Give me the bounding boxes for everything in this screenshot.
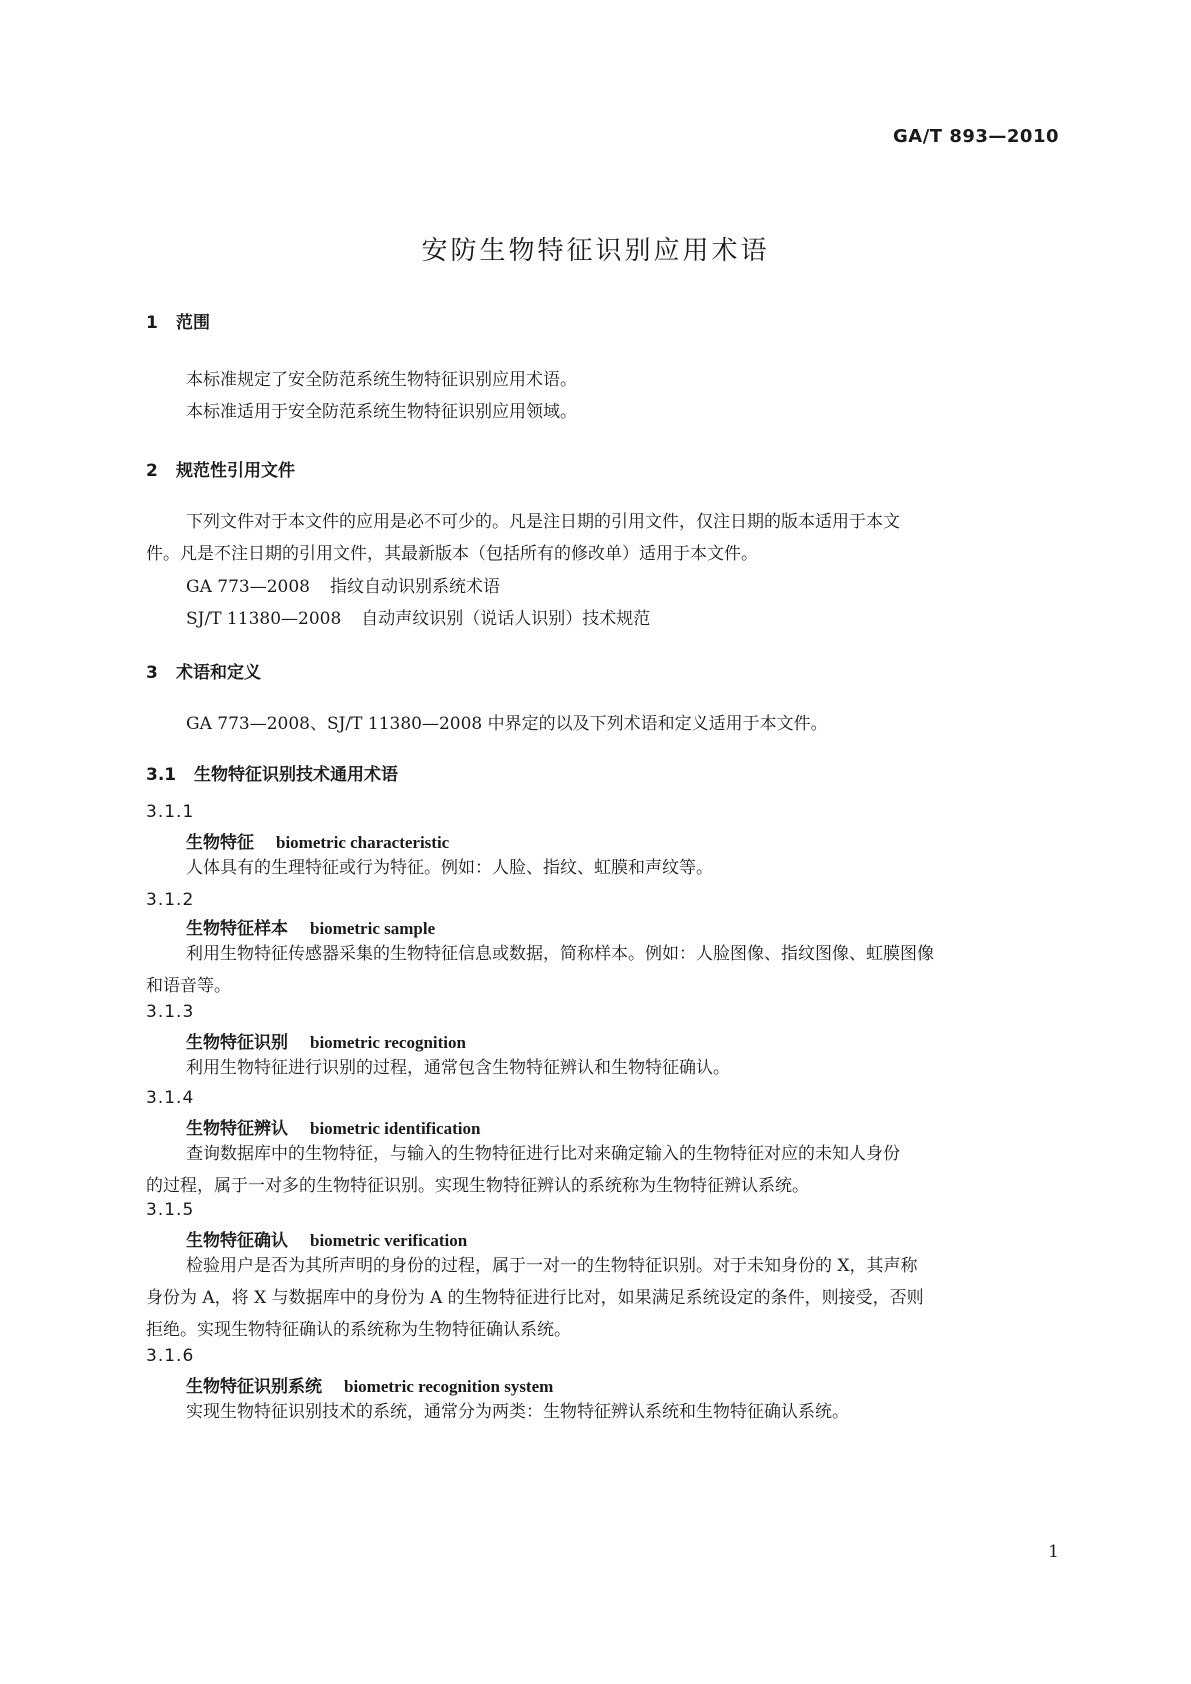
section-paragraph [146, 506, 1070, 570]
section-title: 规范性引用文件 [176, 461, 295, 481]
section-heading [146, 308, 210, 333]
term-english: biometric sample [310, 919, 436, 938]
term-chinese: 生物特征 [186, 833, 254, 853]
reference-item [186, 604, 650, 629]
term-definition [146, 1250, 1070, 1346]
term-english: biometric recognition [310, 1033, 466, 1052]
reference-title: 指纹自动识别系统术语 [329, 577, 500, 597]
definition-line: 检验用户是否为其所声明的身份的过程，属于一对一的生物特征识别。对于未知身份的 X，其声称 [186, 1256, 918, 1276]
term-entry [186, 1372, 553, 1397]
definition-line: 身份为 A，将 X 与数据库中的身份为 A 的生物特征进行比对，如果满足系统设定的条件，则接受，否则 [146, 1288, 924, 1308]
page-number: 1 [1048, 1542, 1059, 1562]
term-chinese: 生物特征样本 [186, 919, 288, 939]
reference-code: GA 773—2008 [186, 577, 310, 597]
term-number: 3.1.3 [146, 1002, 195, 1022]
paragraph-line: GA 773—2008、SJ/T 11380—2008 中界定的以及下列术语和定义适用于本文件。 [186, 714, 828, 734]
definition-line: 利用生物特征进行识别的过程，通常包含生物特征辨认和生物特征确认。 [186, 1058, 730, 1078]
paragraph-line: 本标准适用于安全防范系统生物特征识别应用领域。 [186, 402, 577, 422]
document-title: 安防生物特征识别应用术语 [421, 236, 770, 266]
term-english: biometric recognition system [344, 1377, 554, 1396]
term-entry [186, 914, 435, 939]
term-entry [186, 1028, 466, 1053]
reference-code: SJ/T 11380—2008 [186, 609, 342, 629]
section-paragraph [146, 364, 1070, 428]
subsection-title: 生物特征识别技术通用术语 [194, 765, 398, 785]
term-entry [186, 828, 449, 853]
term-definition [146, 1138, 1070, 1202]
term-english: biometric identification [310, 1119, 481, 1138]
paragraph-line: 下列文件对于本文件的应用是必不可少的。凡是注日期的引用文件，仅注日期的版本适用于本文 [186, 512, 900, 532]
definition-line: 和语音等。 [146, 976, 231, 996]
section-heading [146, 456, 295, 481]
reference-item [186, 572, 500, 597]
term-definition [146, 1052, 1070, 1084]
term-english: biometric verification [310, 1231, 468, 1250]
term-number: 3.1.4 [146, 1088, 195, 1108]
term-chinese: 生物特征识别 [186, 1033, 288, 1053]
term-number: 3.1.2 [146, 890, 195, 910]
term-number: 3.1.6 [146, 1346, 195, 1366]
definition-line: 拒绝。实现生物特征确认的系统称为生物特征确认系统。 [146, 1320, 571, 1340]
term-entry [186, 1114, 480, 1139]
section-number: 3 [146, 663, 158, 683]
term-definition [146, 938, 1070, 1002]
definition-line: 实现生物特征识别技术的系统，通常分为两类：生物特征辨认系统和生物特征确认系统。 [186, 1402, 849, 1422]
definition-line: 利用生物特征传感器采集的生物特征信息或数据，简称样本。例如：人脸图像、指纹图像、虹膜图像 [186, 944, 934, 964]
term-english: biometric characteristic [276, 833, 450, 852]
section-paragraph [146, 708, 1070, 740]
term-chinese: 生物特征确认 [186, 1231, 288, 1251]
standard-number: GA/T 893—2010 [893, 126, 1059, 147]
definition-line: 人体具有的生理特征或行为特征。例如：人脸、指纹、虹膜和声纹等。 [186, 858, 713, 878]
paragraph-line: 件。凡是不注日期的引用文件，其最新版本（包括所有的修改单）适用于本文件。 [146, 544, 758, 564]
term-chinese: 生物特征识别系统 [186, 1377, 322, 1397]
term-definition [146, 1396, 1070, 1428]
section-title: 范围 [176, 313, 210, 333]
term-entry [186, 1226, 467, 1251]
reference-title: 自动声纹识别（说话人识别）技术规范 [361, 609, 651, 629]
definition-line: 查询数据库中的生物特征，与输入的生物特征进行比对来确定输入的生物特征对应的未知人身份 [186, 1144, 900, 1164]
section-title: 术语和定义 [176, 663, 261, 683]
definition-line: 的过程，属于一对多的生物特征识别。实现生物特征辨认的系统称为生物特征辨认系统。 [146, 1176, 809, 1196]
paragraph-line: 本标准规定了安全防范系统生物特征识别应用术语。 [186, 370, 577, 390]
subsection-heading [146, 760, 398, 785]
section-number: 2 [146, 461, 158, 481]
subsection-number: 3.1 [146, 765, 177, 785]
term-definition [146, 852, 1070, 884]
term-number: 3.1.5 [146, 1200, 195, 1220]
section-number: 1 [146, 313, 158, 333]
term-number: 3.1.1 [146, 802, 195, 822]
section-heading [146, 658, 261, 683]
term-chinese: 生物特征辨认 [186, 1119, 288, 1139]
